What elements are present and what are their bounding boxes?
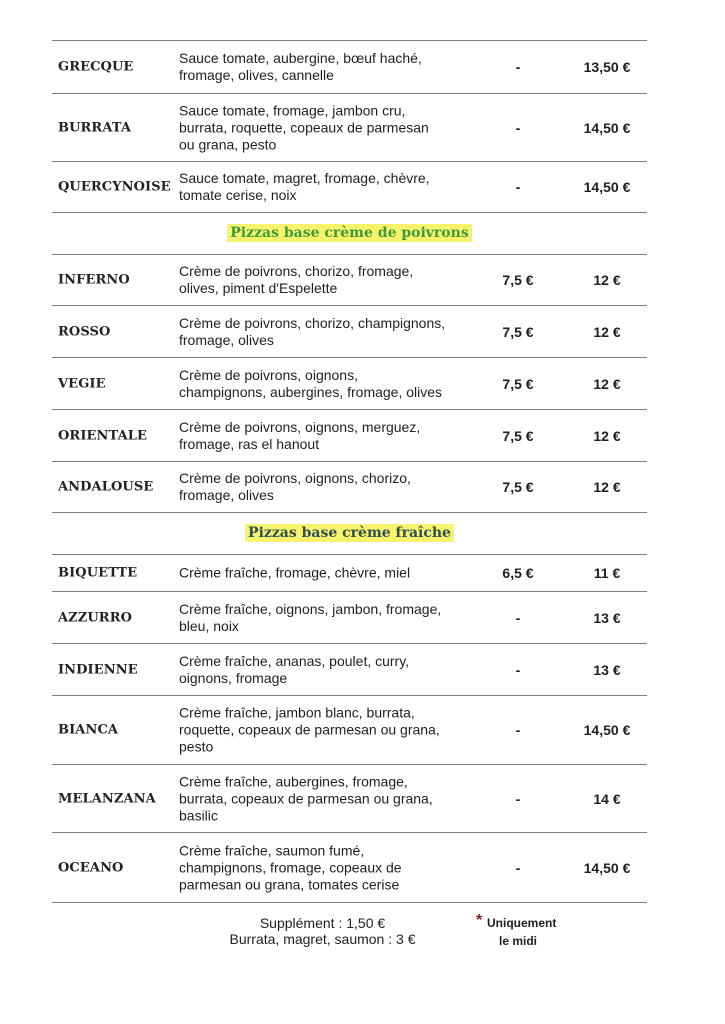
divider — [52, 902, 647, 903]
description-line: fromage, olives, cannelle — [179, 67, 334, 83]
description-line: Crème de poivrons, oignons, — [179, 366, 358, 383]
supplement-line: Supplément : 1,50 € — [259, 915, 386, 931]
description-line: Sauce tomate, magret, fromage, chèvre, — [179, 170, 430, 186]
price-large: 14,50 € — [583, 722, 631, 738]
pizza-description — [179, 565, 479, 582]
price-small: - — [515, 661, 521, 678]
price-large: 12 € — [593, 323, 621, 340]
divider — [52, 212, 647, 213]
description-line: fromage, olives — [179, 487, 274, 503]
pizza-name: QUERCYNOISE — [58, 179, 171, 195]
pizza-description — [179, 170, 479, 204]
price-large: 14 € — [593, 790, 621, 807]
supplement-note — [200, 915, 445, 947]
price-large: 11 € — [593, 565, 621, 581]
description-line: Crème fraîche, fromage, chèvre, miel — [179, 564, 411, 581]
price-small: 7,5 € — [502, 375, 534, 392]
menu-row-grecque — [52, 41, 647, 93]
description-line: burrata, copeaux de parmesan ou grana, — [179, 790, 433, 806]
description-line: fromage, ras el hanout — [179, 435, 320, 452]
menu-row-orientale — [52, 410, 647, 461]
price-small: 7,5 € — [502, 427, 534, 444]
pizza-description — [179, 773, 479, 824]
price-small: - — [515, 179, 521, 195]
menu-row-vegie — [52, 358, 647, 409]
pizza-description — [179, 653, 479, 687]
pizza-name: VEGIE — [58, 376, 106, 391]
price-small: 6,5 € — [502, 565, 534, 581]
pizza-description — [179, 705, 479, 756]
pizza-description — [179, 315, 479, 349]
menu-row-indienne — [52, 644, 647, 695]
description-line: basilic — [179, 807, 218, 823]
pizza-description — [179, 842, 479, 893]
menu-row-oceano — [52, 833, 647, 902]
pizza-description — [179, 263, 479, 297]
description-line: Crème de poivrons, chorizo, champignons, — [179, 314, 446, 331]
description-line: pesto — [179, 738, 214, 755]
menu-row-andalouse — [52, 462, 647, 512]
description-line: parmesan ou grana, tomates cerise — [179, 876, 400, 892]
description-line: bleu, noix — [179, 617, 239, 634]
description-line: Crème fraîche, aubergines, fromage, — [179, 773, 408, 789]
pizza-description — [179, 419, 479, 453]
description-line: Sauce tomate, aubergine, bœuf haché, — [179, 50, 422, 66]
price-large: 13 € — [593, 661, 621, 678]
description-line: Sauce tomate, fromage, jambon cru, — [179, 102, 406, 118]
note-line: le midi — [499, 934, 538, 948]
price-large: 14,50 € — [583, 859, 631, 876]
description-line: Crème fraîche, jambon blanc, burrata, — [179, 704, 415, 721]
pizza-name: OCEANO — [58, 860, 124, 875]
price-small: 7,5 € — [502, 323, 534, 340]
section-title: Pizzas base crème fraîche — [245, 524, 454, 542]
menu-row-biquette — [52, 555, 647, 591]
description-line: burrata, roquette, copeaux de parmesan — [179, 119, 429, 135]
description-line: Crème de poivrons, oignons, merguez, — [179, 418, 421, 435]
pizza-name: BURRATA — [58, 120, 132, 135]
price-large: 13 € — [593, 609, 621, 626]
price-small: - — [515, 790, 521, 807]
price-large: 14,50 € — [583, 119, 631, 136]
pizza-name: INFERNO — [58, 272, 130, 288]
price-small: - — [515, 119, 521, 136]
price-small: - — [515, 722, 521, 738]
description-line: champignons, aubergines, fromage, olives — [179, 383, 443, 400]
description-line: tomate cerise, noix — [179, 187, 297, 203]
price-large: 13,50 € — [583, 59, 631, 75]
pizza-name: AZZURRO — [58, 610, 133, 625]
description-line: champignons, fromage, copeaux de — [179, 859, 402, 875]
description-line: Crème de poivrons, chorizo, fromage, — [179, 263, 414, 279]
description-line: roquette, copeaux de parmesan ou grana, — [179, 721, 440, 738]
pizza-name: ANDALOUSE — [58, 479, 154, 495]
menu-row-burrata — [52, 94, 647, 161]
pizza-name: INDIENNE — [58, 662, 138, 677]
pizza-description — [179, 102, 479, 153]
price-large: 12 € — [593, 479, 621, 495]
description-line: Crème fraîche, oignons, jambon, fromage, — [179, 600, 442, 617]
price-small: - — [515, 59, 521, 75]
menu-row-bianca — [52, 696, 647, 764]
divider — [52, 512, 647, 513]
section-title: Pizzas base crème de poivrons — [227, 224, 471, 242]
menu-row-inferno — [52, 255, 647, 305]
pizza-description — [179, 470, 479, 504]
description-line: Crème de poivrons, oignons, chorizo, — [179, 470, 411, 486]
description-line: Crème fraîche, ananas, poulet, curry, — [179, 652, 410, 669]
pizza-description — [179, 601, 479, 635]
section-heading-creme-fraiche — [52, 524, 647, 542]
pizza-name: GRECQUE — [58, 59, 134, 75]
pizza-name: ORIENTALE — [58, 428, 147, 443]
description-line: ou grana, pesto — [179, 136, 277, 152]
price-small: - — [515, 609, 521, 626]
description-line: olives, piment d'Espelette — [179, 280, 338, 296]
menu-row-quercynoise — [52, 162, 647, 212]
price-large: 14,50 € — [583, 179, 631, 195]
pizza-name: ROSSO — [58, 324, 111, 339]
asterisk-icon: * — [476, 912, 483, 929]
note-line: Uniquement — [487, 916, 557, 930]
pizza-name: MELANZANA — [58, 791, 156, 806]
menu-row-melanzana — [52, 765, 647, 832]
section-heading-poivrons — [52, 224, 647, 242]
lunch-only-note — [487, 914, 556, 950]
description-line: Crème fraîche, saumon fumé, — [179, 842, 365, 858]
price-small: - — [515, 859, 521, 876]
pizza-description — [179, 50, 479, 84]
description-line: oignons, fromage — [179, 669, 288, 686]
price-small: 7,5 € — [502, 272, 534, 288]
pizza-description — [179, 367, 479, 401]
pizza-name: BIANCA — [58, 722, 119, 738]
price-large: 12 € — [593, 375, 621, 392]
price-large: 12 € — [593, 427, 621, 444]
price-small: 7,5 € — [502, 479, 534, 495]
menu-row-rosso — [52, 306, 647, 357]
menu-row-azzurro — [52, 592, 647, 643]
price-large: 12 € — [593, 272, 621, 288]
description-line: fromage, olives — [179, 331, 274, 348]
extras-line: Burrata, magret, saumon : 3 € — [229, 931, 416, 947]
pizza-name: BIQUETTE — [58, 565, 138, 581]
